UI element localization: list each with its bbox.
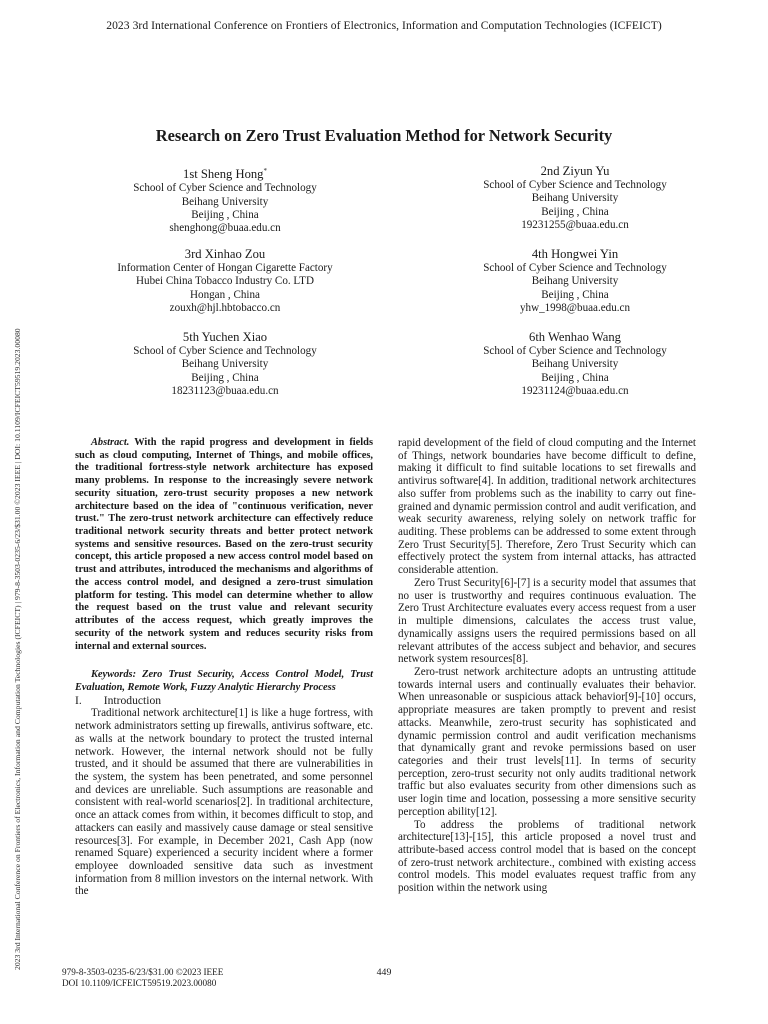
author-row <box>60 329 740 412</box>
author-location: Beijing , China <box>541 288 609 301</box>
author-affiliation: School of Cyber Science and Technology <box>483 262 667 274</box>
author-email: zouxh@hjl.hbtobacco.cn <box>169 302 281 315</box>
author-location: Beijing , China <box>191 371 259 384</box>
body-paragraph: Traditional network architecture[1] is like a huge fortress, with network administrators setting up firewalls, antivirus software, etc. as walls at the network boundary to protect the trusted internal network. However, the internal network should not be fully trusted, and it should be assumed that there are vulnerabilities in the system, the system has been penetrated, and some personnel and devices are unreliable. Such assumptions are reasonable and consistent with real-world scenarios[2]. In traditional architecture, once an attack comes from within, it becomes difficult to stop, and attackers can easily and massively cause damage or steal sensitive resources[3]. For example, in December 2021, Cash App (now renamed Square) experienced a security incident where a former employee downloaded sensitive data such as investment information from 8 million investors on the internal network. With the <box>75 707 373 898</box>
author-affiliation: School of Cyber Science and Technology <box>483 179 667 191</box>
author-name: 5th Yuchen Xiao <box>182 330 268 344</box>
body-paragraph: Zero Trust Security[6]-[7] is a security model that assumes that no user is trustworthy and requires continuous evaluation. The Zero Trust Architecture evaluates every access request from a user in multiple dimensions, calculates the access trust value, dynamically assigns users the required permissions based on all relevant attributes of the access subject and behavior, and secures network system resources[8]. <box>398 576 696 666</box>
author-institution: Beihang University <box>181 358 269 371</box>
abstract-text: With the rapid progress and development in fields such as cloud computing, Internet of Things, and mobile offices, the traditional fortress-style network architecture has exposed many problems. In response to the increasingly severe network security situation, zero-trust security proposes a new network architecture based on the idea of "continuous verification, never trust." The zero-trust network architecture can effectively reduce traditional network security threats and better protect network systems and sensitive resources. Based on the zero-trust security concept, this article proposed a new access control model based on trust and attributes, introduced the mechanisms and algorithms of the access control model, and designed a zero-trust simulation platform for testing. This model can determine whether to allow the request based on the trust value and relevant security attributes of the access request, which greatly improves the security of the network system and reduces security risks from internal and external sources. <box>75 437 373 652</box>
abstract-lead: Abstract. <box>91 437 130 448</box>
author-email: 19231255@buaa.edu.cn <box>521 219 629 232</box>
author-institution: Beihang University <box>531 358 619 371</box>
page-number: 449 <box>376 967 392 978</box>
author-email: yhw_1998@buaa.edu.cn <box>519 302 631 315</box>
right-column <box>398 437 696 895</box>
author-card <box>410 246 740 329</box>
author-institution: Beihang University <box>181 195 269 208</box>
author-email: 19231124@buaa.edu.cn <box>521 385 629 398</box>
keywords-lead: Keywords: <box>91 669 137 681</box>
corresponding-author-mark: * <box>263 167 267 175</box>
paper-title: Research on Zero Trust Evaluation Method for Network Security <box>155 126 613 145</box>
author-institution: Hubei China Tobacco Industry Co. LTD <box>136 275 314 288</box>
author-location: Beijing , China <box>191 209 259 221</box>
author-affiliation: School of Cyber Science and Technology <box>133 182 317 195</box>
author-location: Beijing , China <box>541 205 609 218</box>
author-affiliation: School of Cyber Science and Technology <box>133 345 317 357</box>
author-card <box>410 329 740 412</box>
author-affiliation: School of Cyber Science and Technology <box>483 345 667 357</box>
author-affiliation: Information Center of Hongan Cigarette Factory <box>117 262 333 274</box>
section-heading <box>75 695 373 708</box>
keywords <box>75 669 373 694</box>
body-paragraph: To address the problems of traditional network architecture[13]-[15], this article proposed a novel trust and attribute-based access control model that is based on the concept of zero-trust network architecture., combined with existing access control models. This model evaluates request traffic from any position within the network using <box>398 818 696 895</box>
author-card <box>60 163 390 246</box>
abstract <box>75 437 373 653</box>
author-name: 6th Wenhao Wang <box>529 330 621 344</box>
footer-isbn: 979-8-3503-0235-6/23/$31.00 ©2023 IEEE <box>62 967 224 977</box>
side-identifier-strip: 2023 3rd International Conference on Frontiers of Electronics, Information and Computation Technologies (ICFEICT) | 979-8-3503-0235-6/23/$31.00 ©2023 IEEE | DOI: 10.1109/ICFEICT59519.2023.00080 <box>13 328 22 970</box>
conference-header: 2023 3rd International Conference on Frontiers of Electronics, Information and Computation Technologies (ICFEICT) <box>106 19 662 32</box>
author-name: 4th Hongwei Yin <box>531 247 619 261</box>
author-location: Hongan , China <box>190 288 260 301</box>
author-card <box>410 163 740 246</box>
author-email: 18231123@buaa.edu.cn <box>171 385 279 398</box>
author-location: Beijing , China <box>541 371 609 384</box>
author-block <box>60 163 740 412</box>
author-card <box>60 329 390 412</box>
author-email: shenghong@buaa.edu.cn <box>169 222 281 235</box>
keywords-text: Zero Trust Security, Access Control Model, Trust Evaluation, Remote Work, Fuzzy Analytic Hierarchy Process <box>75 669 373 693</box>
section-title: Introduction <box>103 693 162 707</box>
section-number: I. <box>75 693 82 707</box>
left-column <box>75 437 373 898</box>
footer-doi: DOI 10.1109/ICFEICT59519.2023.00080 <box>62 978 217 988</box>
author-row <box>60 246 740 329</box>
author-row <box>60 163 740 246</box>
author-institution: Beihang University <box>531 275 619 288</box>
author-name: 3rd Xinhao Zou <box>184 247 266 261</box>
author-institution: Beihang University <box>531 192 619 205</box>
author-card <box>60 246 390 329</box>
author-name: 1st Sheng Hong <box>183 167 264 182</box>
body-paragraph: Zero-trust network architecture adopts an untrusting attitude towards internal users and continually evaluates their behavior. When unreasonable or suspicious attack behavior[9]-[10] occurs, appropriate measures are taken promptly to prevent and resist attacks. Meanwhile, zero-trust security has sophisticated and dynamic permission control and audit verification mechanisms that dynamically grant and revoke permissions based on user categories and their trust levels[11]. In terms of security perception, zero-trust security not only audits traditional network traffic but also evaluates security from other dimensions such as user login time and location, possessing a more sensitive security perception ability[12]. <box>398 665 696 818</box>
author-name: 2nd Ziyun Yu <box>540 164 610 178</box>
body-paragraph-continuation: rapid development of the field of cloud computing and the Internet of Things, network boundaries have become difficult to define, making it difficult to find suitable locations to set firewalls and antivirus software[4]. In addition, traditional network architectures also suffer from problems such as the inability to carry out fine-grained and dynamic permission control and audit verification, and weak security awareness, relying solely on network traffic for auditing. These problems can be addressed to some extent through Zero Trust Security[5]. Therefore, Zero Trust Security which can effectively protect the system from internal attacks, has attracted considerable attention. <box>398 437 696 577</box>
